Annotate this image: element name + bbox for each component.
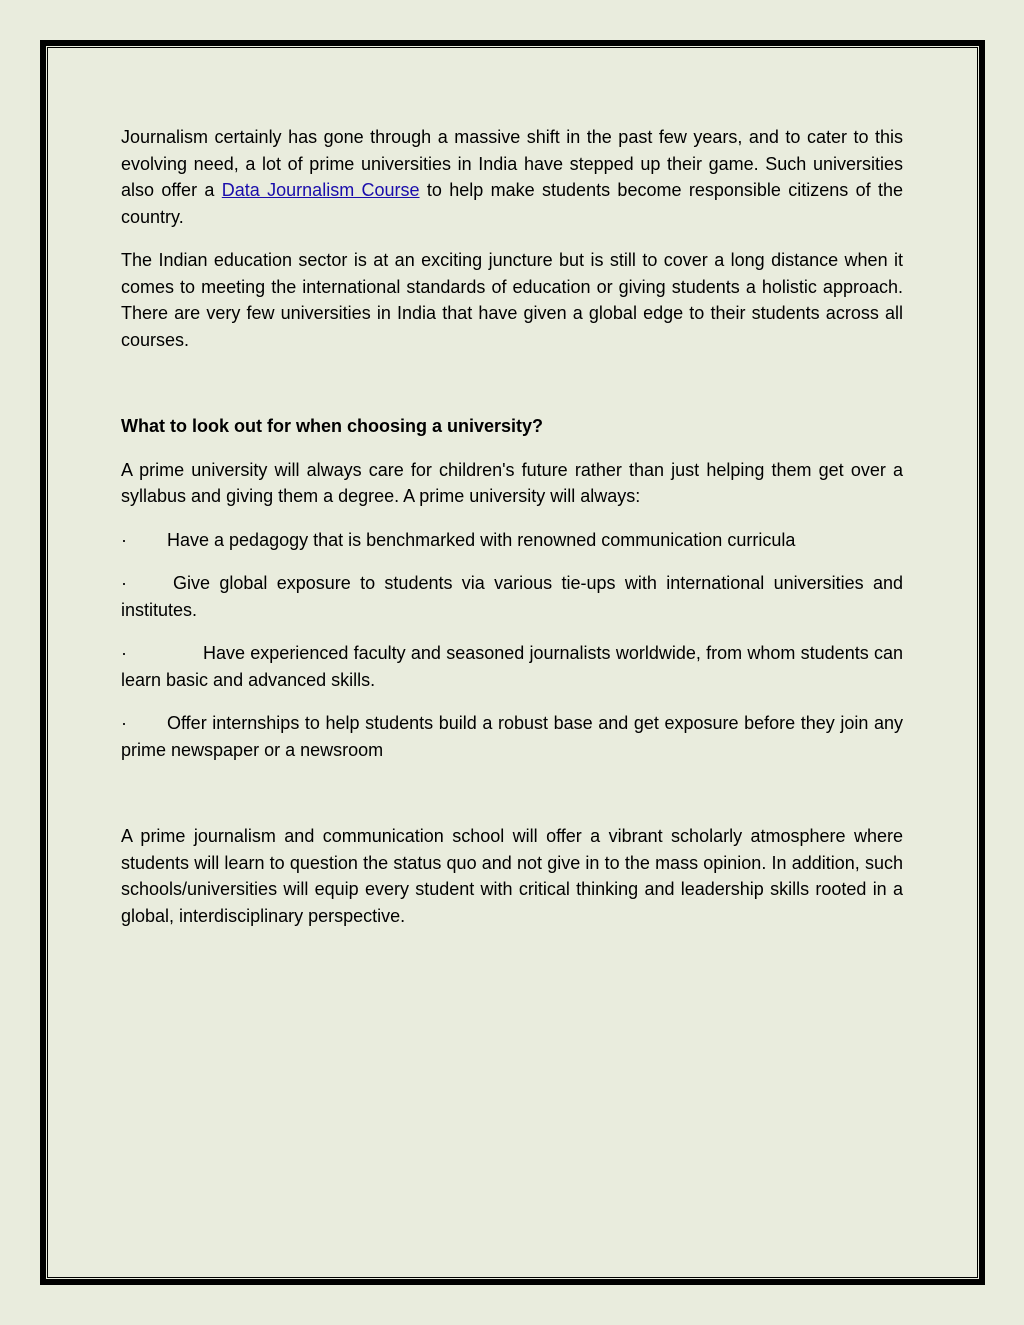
bullet-marker: ·: [121, 643, 127, 663]
intro-text-before-link: Journalism certainly has gone through a massive shift in the past few years, and to cater to this evolving need, a lot of prime universities in India have stepped up their game. Such universities also offer a: [121, 127, 903, 200]
section-spacer: [121, 780, 903, 823]
page-frame: [40, 40, 985, 1285]
bullet-marker: ·: [121, 529, 127, 550]
bullet-marker: ·: [121, 713, 127, 733]
bullet-item-internships: [121, 710, 903, 763]
section-heading: What to look out for when choosing a university?: [121, 416, 544, 436]
bullet-text: Offer internships to help students build a robust base and get exposure before they join any prime newspaper or a newsroom: [121, 713, 903, 760]
intro-paragraph: [121, 124, 903, 230]
education-sector-paragraph: The Indian education sector is at an exciting juncture but is still to cover a long distance when it comes to meeting the international standards of education or giving students a holistic approach. There are very few universities in India that have given a global edge to their students across all courses.: [121, 250, 903, 350]
bullet-item-faculty: [121, 640, 903, 693]
intro-text-after-link: to help make students become responsible citizens of the country.: [121, 180, 903, 227]
bullet-text: Have experienced faculty and seasoned journalists worldwide, from whom students can learn basic and advanced skills.: [121, 643, 903, 690]
bullet-item-global-exposure: [121, 570, 903, 623]
bullet-marker: ·: [121, 573, 127, 593]
closing-paragraph: A prime journalism and communication school will offer a vibrant scholarly atmosphere where students will learn to question the status quo and not give in to the mass opinion. In addition, such schools/universities will equip every student with critical thinking and leadership skills rooted in a global, interdisciplinary perspective.: [121, 826, 903, 926]
bullet-text: Give global exposure to students via various tie-ups with international universities and institutes.: [121, 573, 903, 620]
document-body: [121, 124, 903, 946]
prime-university-paragraph: A prime university will always care for children's future rather than just helping them get over a syllabus and giving them a degree. A prime university will always:: [121, 459, 903, 506]
section-spacer: [121, 370, 903, 413]
data-journalism-course-link[interactable]: Data Journalism Course: [221, 180, 420, 200]
bullet-text: Have a pedagogy that is benchmarked with renowned communication curricula: [167, 529, 796, 550]
bullet-item-pedagogy: [121, 527, 903, 554]
